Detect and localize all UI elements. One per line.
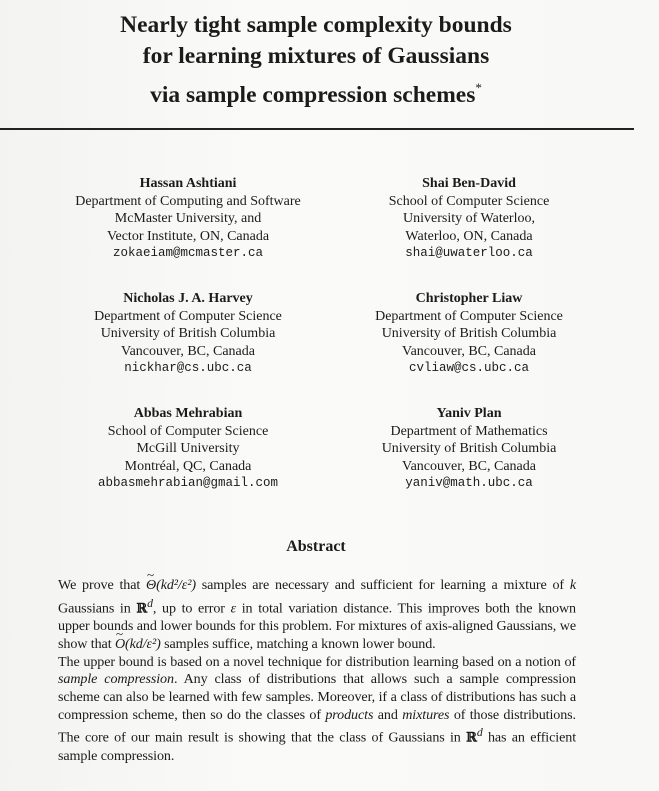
author-affiliation: McMaster University, and — [114, 211, 262, 227]
author-affiliation: Vancouver, BC, Canada — [402, 458, 536, 474]
abstract-paragraph-2 — [58, 654, 576, 766]
author-block-ben-david — [319, 175, 619, 263]
math-dimension-d: d — [476, 726, 483, 740]
abstract-text: of those distributions. The core of our main result is showing that the class of Gaussians in — [58, 706, 576, 746]
abstract-text: samples are necessary and sufficient for learning a mixture of — [195, 577, 570, 593]
abstract-paragraph-1 — [58, 577, 576, 654]
title-rule — [0, 128, 634, 130]
abstract-heading: Abstract — [286, 538, 346, 555]
author-name: Hassan Ashtiani — [139, 176, 237, 191]
abstract-text: . Any class of distributions that allows such a sample compression scheme can also be learned with few samples. Moreover, if a class of distributions has such a compression scheme, then so do the classes of — [58, 671, 576, 723]
author-affiliation: Vector Institute, ON, Canada — [106, 228, 270, 244]
author-name: Christopher Liaw — [415, 291, 523, 306]
abstract-text: We prove that — [58, 577, 147, 593]
author-affiliation: Department of Computing and Software — [75, 193, 301, 209]
abstract-text: Gaussians in — [58, 600, 137, 617]
author-name: Nicholas J. A. Harvey — [123, 291, 253, 306]
abstract-text: has an efficient sample compression. — [58, 730, 577, 764]
author-email: nickhar@cs.ubc.ca — [124, 361, 252, 376]
author-name: Shai Ben-David — [422, 176, 516, 191]
abstract-text: and — [373, 706, 403, 723]
math-epsilon: ε — [230, 600, 237, 617]
author-affiliation: University of Waterloo, — [403, 211, 535, 227]
author-affiliation: McGill University — [136, 441, 240, 457]
math-o-tilde: ~ O(kd/ε²) — [115, 636, 161, 654]
author-name: Yaniv Plan — [436, 406, 502, 421]
title-line-3 — [0, 72, 632, 111]
author-block-plan — [319, 405, 619, 493]
author-affiliation: University of British Columbia — [100, 326, 276, 342]
emph-sample-compression: sample compression — [58, 671, 174, 688]
abstract-text: The upper bound is based on a novel technique for distribution learning based on a notion of — [58, 653, 576, 670]
math-k: k — [569, 577, 576, 593]
author-name: Abbas Mehrabian — [133, 406, 243, 421]
author-email: zokaeiam@mcmaster.ca — [112, 246, 264, 261]
author-affiliation: University of British Columbia — [381, 441, 557, 457]
emph-mixtures: mixtures — [402, 706, 450, 723]
paper-title — [0, 10, 632, 111]
author-email: shai@uwaterloo.ca — [405, 246, 533, 261]
emph-products: products — [325, 706, 374, 723]
author-affiliation: Department of Computer Science — [94, 308, 282, 324]
author-block-liaw — [319, 290, 619, 378]
author-affiliation: School of Computer Science — [388, 193, 550, 209]
author-block-harvey — [38, 290, 338, 378]
author-affiliation: University of British Columbia — [381, 326, 557, 342]
math-reals: ℝ — [466, 731, 477, 746]
math-dimension-d: d — [147, 596, 153, 610]
author-affiliation: Vancouver, BC, Canada — [121, 343, 255, 359]
math-theta-tilde: ~ Θ(kd²/ε²) — [146, 577, 196, 595]
abstract-body — [58, 577, 576, 765]
abstract-text: samples suffice, matching a known lower bound. — [160, 635, 436, 652]
author-affiliation: Department of Mathematics — [390, 423, 548, 439]
title-line-3-text: via sample compression schemes — [150, 82, 476, 108]
title-line-2: for learning mixtures of Gaussians — [142, 43, 490, 69]
author-affiliation: Vancouver, BC, Canada — [402, 343, 536, 359]
author-email: abbasmehrabian@gmail.com — [97, 476, 279, 491]
title-line-1: Nearly tight sample complexity bounds — [120, 12, 512, 38]
author-affiliation: Department of Computer Science — [375, 308, 563, 324]
author-block-mehrabian — [38, 405, 338, 493]
author-affiliation: Montréal, QC, Canada — [124, 458, 252, 474]
author-affiliation: School of Computer Science — [107, 423, 269, 439]
author-affiliation: Waterloo, ON, Canada — [405, 228, 533, 244]
author-email: cvliaw@cs.ubc.ca — [408, 361, 530, 376]
author-block-ashtiani — [38, 175, 338, 263]
math-reals: ℝ — [136, 601, 148, 617]
author-email: yaniv@math.ubc.ca — [405, 476, 533, 491]
abstract-text: in total variation distance. This improves both the known upper bounds and lower bounds for this problem. For mixtures of axis-aligned Gaussians, we show that — [58, 600, 577, 652]
title-footnote-mark: * — [475, 80, 482, 95]
abstract-text: , up to error — [152, 600, 231, 617]
